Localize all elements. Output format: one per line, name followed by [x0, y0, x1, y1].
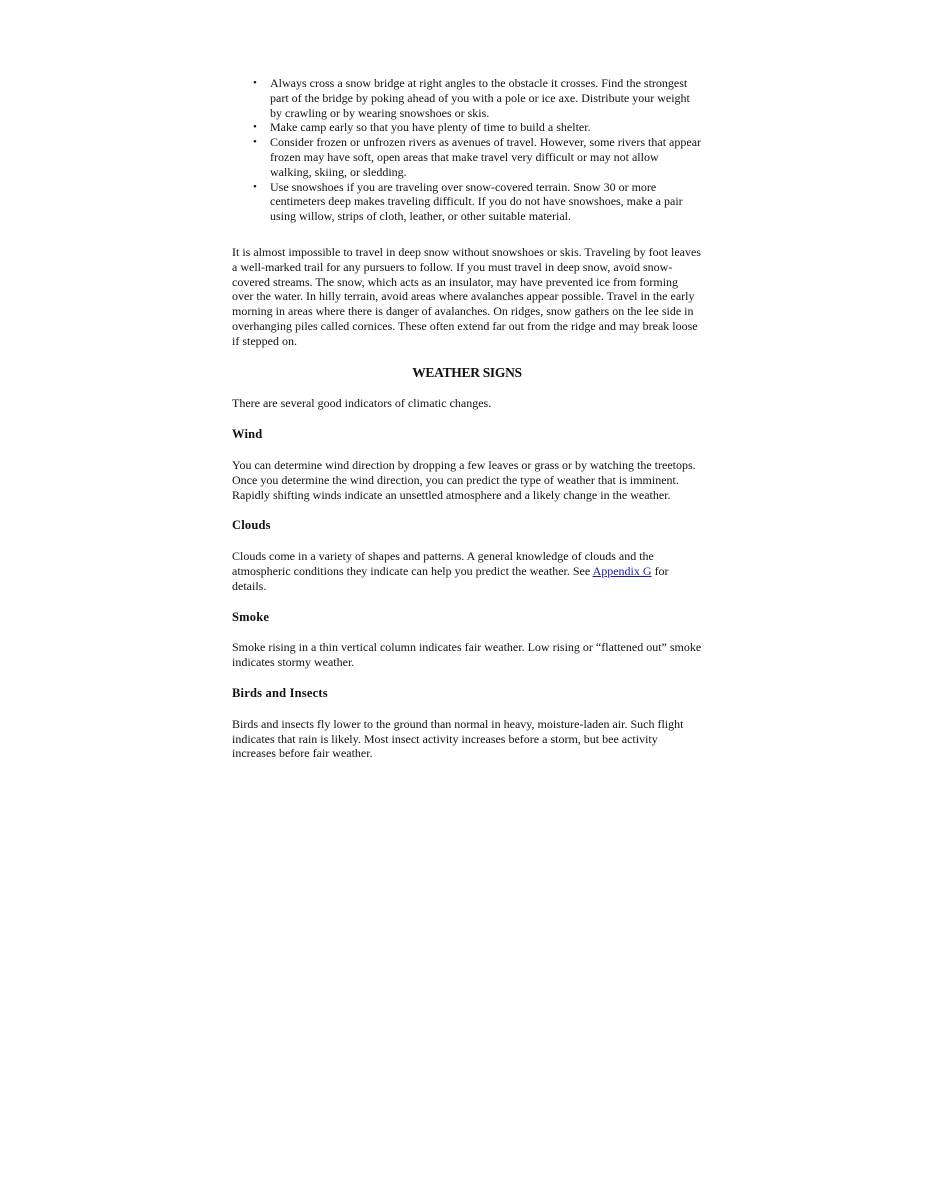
- section-title-weather-signs: WEATHER SIGNS: [412, 364, 522, 380]
- clouds-paragraph: [232, 549, 702, 593]
- appendix-g-link[interactable]: Appendix G: [592, 563, 652, 578]
- list-item: • Consider frozen or unfrozen rivers as avenues of travel. However, some rivers that appear frozen may have soft, open areas that make travel very difficult or may not allow walking, skiing, or sledding.: [270, 135, 702, 179]
- smoke-paragraph: Smoke rising in a thin vertical column indicates fair weather. Low rising or “flattened out” smoke indicates stormy weather.: [232, 640, 702, 670]
- snow-travel-bullet-list: [232, 76, 702, 224]
- subheading-wind: Wind: [232, 427, 263, 442]
- birds-insects-paragraph: Birds and insects fly lower to the ground than normal in heavy, moisture-laden air. Such flight indicates that rain is likely. Most insect activity increases before a storm, but bee activity increases before fair weather.: [232, 716, 684, 761]
- clouds-text-before-link: Clouds come in a variety of shapes and patterns. A general knowledge of clouds and the atmospheric conditions they indicate can help you predict the weather. See: [232, 549, 654, 578]
- subheading-birds-and-insects: Birds and Insects: [232, 685, 328, 700]
- list-item: • Make camp early so that you have plenty of time to build a shelter.: [270, 120, 702, 135]
- wind-paragraph: You can determine wind direction by dropping a few leaves or grass or by watching the treetops. Once you determine the wind direction, you can predict the type of weather that is imminent. Rapidly shifting winds indicate an unsettled atmosphere and a likely change in the weather.: [232, 457, 696, 502]
- subheading-smoke: Smoke: [232, 609, 270, 624]
- clouds-text-after-link: for details.: [232, 563, 669, 593]
- weather-intro-paragraph: There are several good indicators of climatic changes.: [232, 396, 492, 411]
- subheading-clouds: Clouds: [232, 518, 271, 533]
- deep-snow-paragraph: It is almost impossible to travel in deep snow without snowshoes or skis. Traveling by foot leaves a well-marked trail for any pursuers to follow. If you must travel in deep snow, avoid snow-covered streams. The snow, which acts as an insulator, may have prevented ice from forming over the water. In hilly terrain, avoid areas where avalanches appear possible. Travel in the early morning in areas where there is danger of avalanches. On ridges, snow gathers on the lee side in overhanging piles called cornices. These often extend far out from the ridge and may break loose if stepped on.: [232, 244, 701, 348]
- document-page: [232, 76, 702, 761]
- list-item: • Use snowshoes if you are traveling over snow-covered terrain. Snow 30 or more centimeters deep makes traveling difficult. If you do not have snowshoes, make a pair using willow, strips of cloth, leather, or other suitable material.: [270, 180, 702, 224]
- list-item: • Always cross a snow bridge at right angles to the obstacle it crosses. Find the strongest part of the bridge by poking ahead of you with a pole or ice axe. Distribute your weight by crawling or by wearing snowshoes or skis.: [270, 76, 702, 120]
